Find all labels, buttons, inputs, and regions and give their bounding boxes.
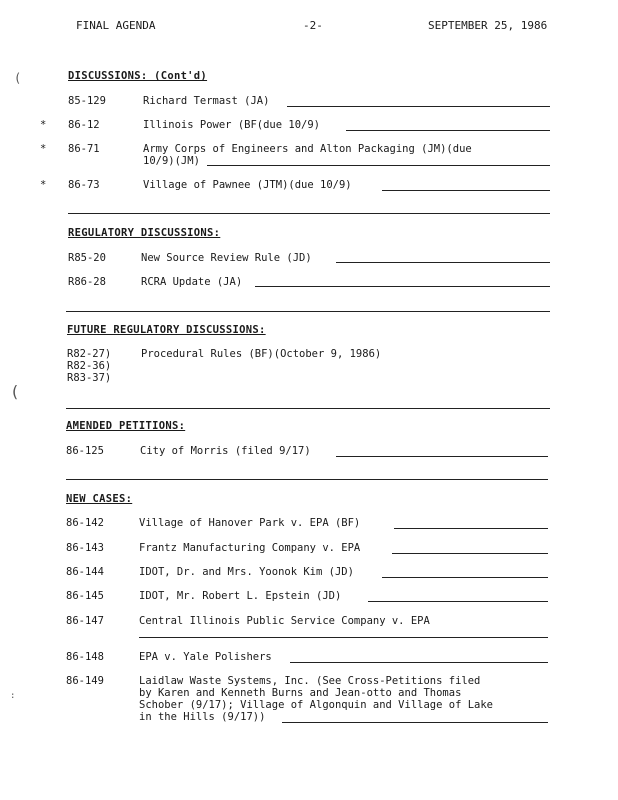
case-number: 86-12 — [68, 119, 100, 131]
case-text: Laidlaw Waste Systems, Inc. (See Cross-Petitions filed — [139, 675, 481, 687]
regulatory-title: REGULATORY DISCUSSIONS: — [68, 227, 221, 239]
rule-line — [368, 601, 548, 602]
rule-line — [139, 637, 548, 638]
margin-mark: ( — [14, 71, 22, 85]
case-text: Frantz Manufacturing Company v. EPA — [139, 542, 361, 554]
section-divider — [66, 479, 548, 480]
case-text: EPA v. Yale Polishers — [139, 651, 272, 663]
margin-mark: : — [10, 691, 16, 701]
case-number: 85-129 — [68, 95, 106, 107]
case-number: 86-73 — [68, 179, 100, 191]
case-text-cont: Schober (9/17); Village of Algonquin and Village of Lake — [139, 699, 494, 711]
case-text: Village of Pawnee (JTM)(due 10/9) — [143, 179, 352, 191]
rule-line — [336, 262, 550, 263]
rule-line — [382, 577, 548, 578]
case-text: Richard Termast (JA) — [143, 95, 270, 107]
case-text: IDOT, Mr. Robert L. Epstein (JD) — [139, 590, 342, 602]
case-text: Procedural Rules (BF)(October 9, 1986) — [141, 348, 382, 360]
header-date: SEPTEMBER 25, 1986 — [428, 19, 548, 32]
case-text: Illinois Power (BF(due 10/9) — [143, 119, 321, 131]
case-text: RCRA Update (JA) — [141, 276, 243, 288]
case-text: City of Morris (filed 9/17) — [140, 445, 311, 457]
case-number: 86-144 — [66, 566, 104, 578]
case-text-cont: by Karen and Kenneth Burns and Jean-otto and Thomas — [139, 687, 462, 699]
priority-star: * — [40, 179, 47, 191]
priority-star: * — [40, 119, 47, 131]
future-title: FUTURE REGULATORY DISCUSSIONS: — [67, 324, 266, 336]
case-text: IDOT, Dr. and Mrs. Yoonok Kim (JD) — [139, 566, 354, 578]
case-number: 86-142 — [66, 517, 104, 529]
rule-line — [282, 722, 548, 723]
case-text: Village of Hanover Park v. EPA (BF) — [139, 517, 361, 529]
rule-line — [336, 456, 548, 457]
rule-line — [207, 165, 550, 166]
case-text: New Source Review Rule (JD) — [141, 252, 312, 264]
page-number: -2- — [303, 19, 323, 32]
rule-line — [394, 528, 548, 529]
case-number: 86-147 — [66, 615, 104, 627]
case-number: R85-20 — [68, 252, 106, 264]
case-text: Army Corps of Engineers and Alton Packaging (JM)(due — [143, 143, 472, 155]
rule-line — [255, 286, 550, 287]
rule-line — [287, 106, 550, 107]
case-number: R82-27) — [67, 348, 112, 360]
new-cases-title: NEW CASES: — [66, 493, 133, 505]
rule-line — [382, 190, 550, 191]
margin-mark: ( — [10, 382, 20, 401]
case-number: 86-149 — [66, 675, 104, 687]
rule-line — [290, 662, 548, 663]
case-text-cont: 10/9)(JM) — [143, 155, 200, 167]
case-number: R83-37) — [67, 372, 112, 384]
header-left: FINAL AGENDA — [76, 19, 156, 32]
case-number: 86-148 — [66, 651, 104, 663]
case-number: 86-71 — [68, 143, 100, 155]
case-number: 86-145 — [66, 590, 104, 602]
section-divider — [68, 213, 550, 214]
case-number: 86-125 — [66, 445, 104, 457]
rule-line — [346, 130, 550, 131]
case-text: Central Illinois Public Service Company v. EPA — [139, 615, 430, 627]
case-number: R82-36) — [67, 360, 112, 372]
case-text-cont: in the Hills (9/17)) — [139, 711, 266, 723]
rule-line — [392, 553, 548, 554]
section-divider — [66, 408, 550, 409]
amended-title: AMENDED PETITIONS: — [66, 420, 186, 432]
case-number: R86-28 — [68, 276, 106, 288]
case-number: 86-143 — [66, 542, 104, 554]
discussions-title: DISCUSSIONS: (Cont'd) — [68, 70, 208, 82]
priority-star: * — [40, 143, 47, 155]
section-divider — [66, 311, 550, 312]
